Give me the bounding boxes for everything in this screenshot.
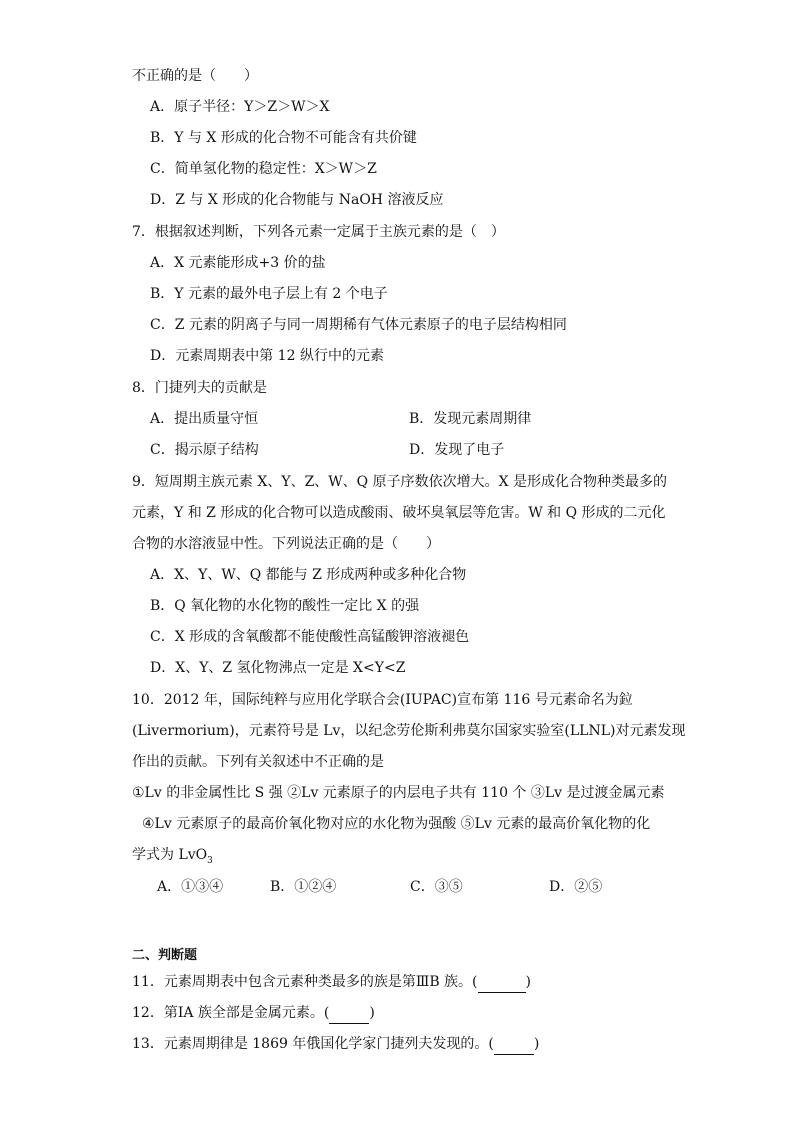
q10-option-b: B．①②④ [270, 879, 337, 895]
q8-stem: 8．门捷列夫的贡献是 [132, 380, 267, 396]
q6-option-a: A．原子半径：Y＞Z＞W＞X [150, 99, 330, 115]
section-2-title: 二、判断题 [132, 948, 198, 963]
judge-item-13 [132, 1034, 539, 1055]
q7-option-b: B．Y 元素的最外电子层上有 2 个电子 [150, 286, 388, 302]
judge-item-13-text: 13．元素周期律是 1869 年俄国化学家门捷列夫发现的。( [132, 1036, 494, 1052]
q9-option-a: A．X、Y、W、Q 都能与 Z 形成两种或多种化合物 [150, 567, 467, 583]
judge-item-12-text: 12．第ⅠA 族全部是金属元素。( [132, 1005, 330, 1021]
q10-option-a: A．①③④ [157, 879, 224, 895]
q10-statements-line-3 [132, 845, 213, 871]
q6-option-b: B．Y 与 X 形成的化合物不可能含有共价键 [150, 130, 417, 146]
q6-option-c: C．简单氢化物的稳定性：X＞W＞Z [150, 161, 377, 177]
q8-option-b: B．发现元素周期律 [409, 411, 532, 427]
q9-option-c: C．X 形成的含氧酸都不能使酸性高锰酸钾溶液褪色 [150, 629, 470, 645]
q7-option-c: C．Z 元素的阴离子与同一周期稀有气体元素原子的电子层结构相同 [150, 317, 567, 333]
judge-item-12-close: ) [369, 1005, 375, 1021]
q9-stem-line-1: 9．短周期主族元素 X、Y、Z、W、Q 原子序数依次增大。X 是形成化合物种类最多的 [132, 474, 668, 490]
q9-stem-line-2: 元素，Y 和 Z 形成的化合物可以造成酸雨、破坏臭氧层等危害。W 和 Q 形成的二元化 [132, 505, 666, 521]
answer-blank-13[interactable] [494, 1034, 534, 1055]
judge-item-12 [132, 1003, 375, 1024]
q8-option-c: C．揭示原子结构 [150, 442, 259, 458]
q10-formula-subscript: 3 [207, 855, 213, 866]
q7-option-d: D．元素周期表中第 12 纵行中的元素 [150, 348, 384, 364]
q10-option-d: D．②⑤ [549, 879, 603, 895]
q10-stem-line-3: 作出的贡献。下列有关叙述中不正确的是 [132, 754, 384, 770]
q6-stem-tail: 不正确的是（ ） [132, 68, 258, 84]
judge-item-11-text: 11．元素周期表中包含元素种类最多的族是第ⅢB 族。( [132, 974, 478, 990]
judge-item-11 [132, 972, 531, 993]
judge-item-11-close: ) [525, 974, 531, 990]
q9-option-b: B．Q 氧化物的水化物的酸性一定比 X 的强 [150, 598, 420, 614]
q7-stem: 7．根据叙述判断，下列各元素一定属于主族元素的是（ ） [132, 224, 505, 240]
q8-option-d: D．发现了电子 [409, 442, 505, 458]
answer-blank-12[interactable] [329, 1003, 369, 1024]
q10-stem-line-1: 10．2012 年，国际纯粹与应用化学联合会(IUPAC)宣布第 116 号元素命名为鉝 [132, 692, 633, 708]
q10-statements-line-2: ④Lv 元素原子的最高价氧化物对应的水化物为强酸 ⑤Lv 元素的最高价氧化物的化 [142, 816, 651, 832]
judge-item-13-close: ) [533, 1036, 540, 1052]
q9-option-d: D．X、Y、Z 氢化物沸点一定是 X<Y<Z [150, 660, 406, 676]
answer-blank-11[interactable] [478, 972, 526, 993]
q9-stem-line-3: 合物的水溶液显中性。下列说法正确的是（ ） [132, 536, 440, 552]
q10-formula-main: 学式为 LvO [132, 847, 208, 863]
q8-option-a: A．提出质量守恒 [150, 411, 259, 427]
q7-option-a: A．X 元素能形成+3 价的盐 [150, 255, 326, 271]
q10-option-c: C．③⑤ [410, 879, 463, 895]
q6-option-d: D．Z 与 X 形成的化合物能与 NaOH 溶液反应 [150, 192, 444, 208]
q10-statements-line-1: ①Lv 的非金属性比 S 强 ②Lv 元素原子的内层电子共有 110 个 ③Lv 是过渡金属元素 [132, 785, 665, 801]
q10-stem-line-2: (Livermorium)，元素符号是 Lv，以纪念劳伦斯利弗莫尔国家实验室(LLNL)对元素发现 [132, 723, 686, 739]
